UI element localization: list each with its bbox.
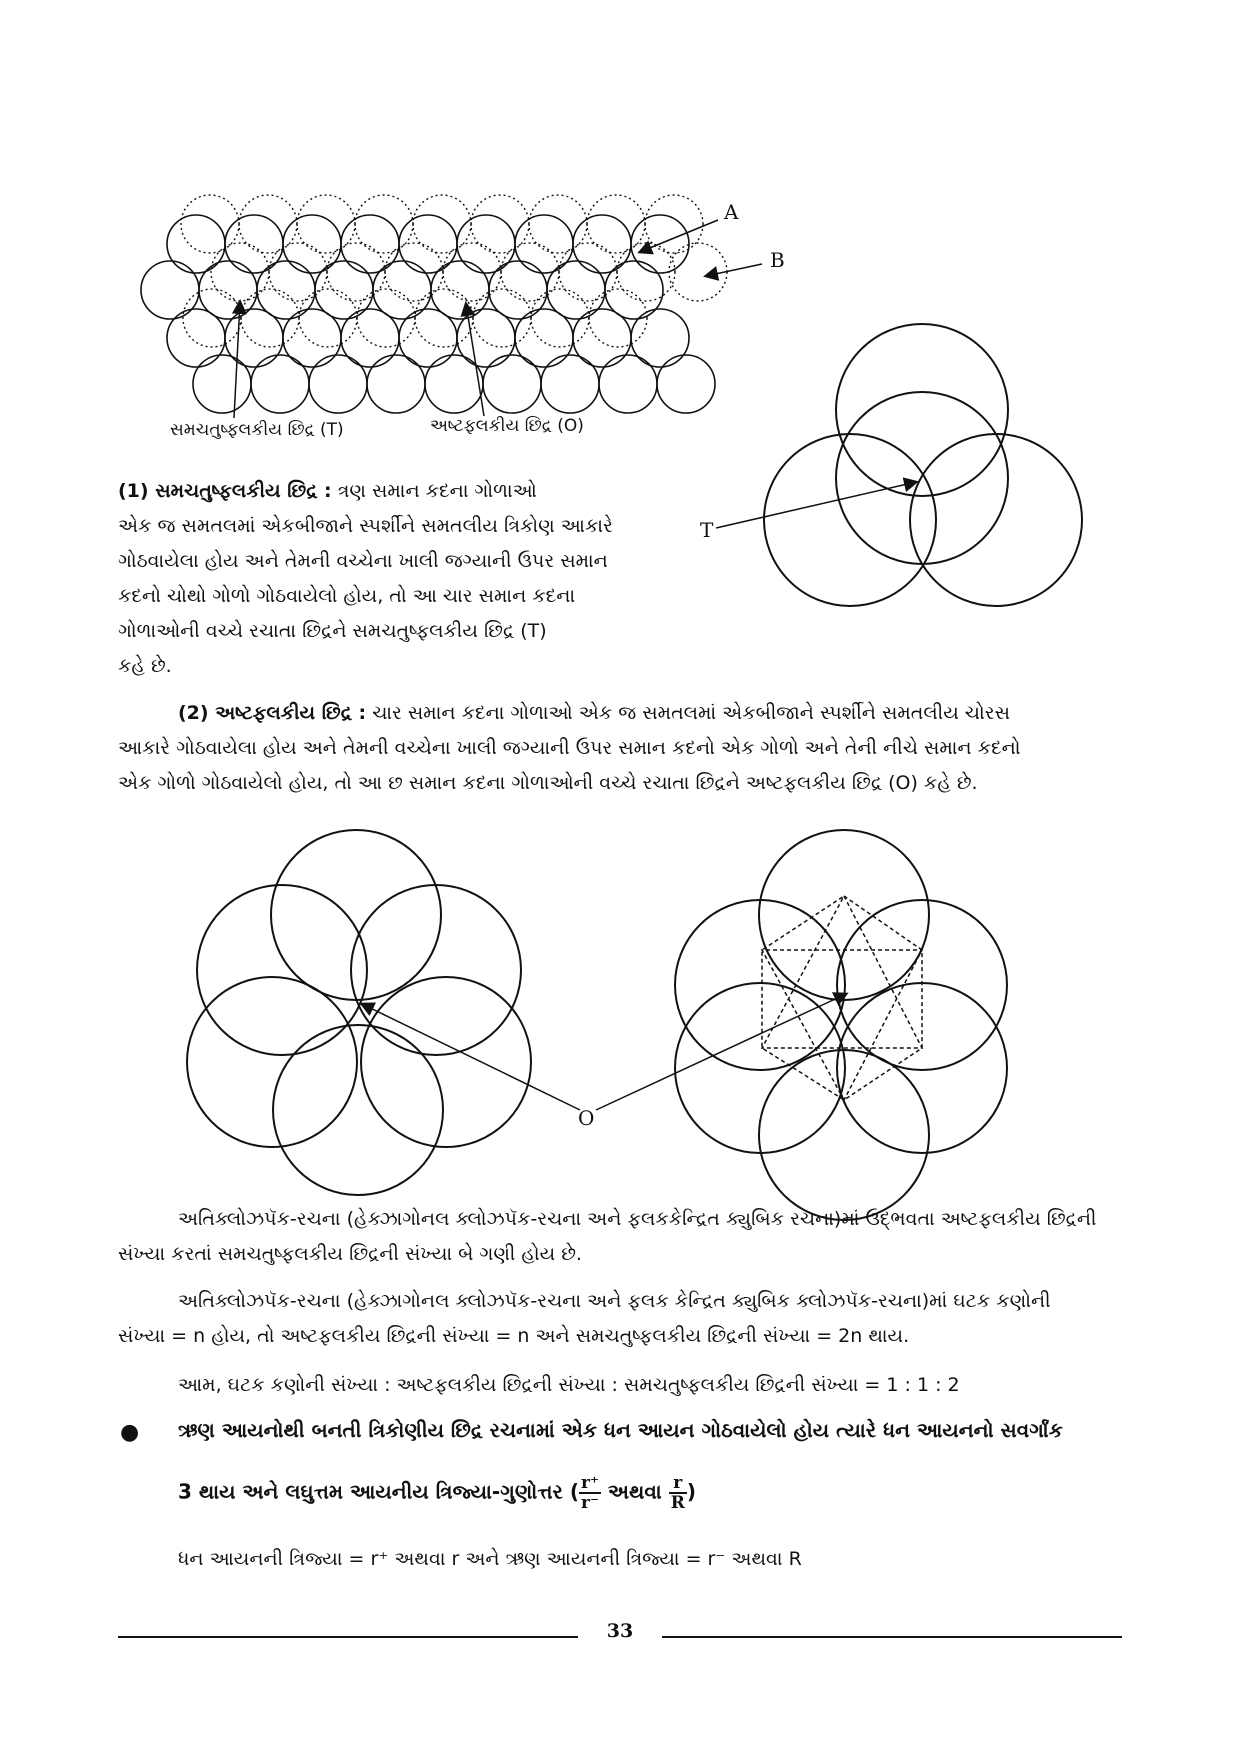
bullet-line2-prefix: 3 થાય અને લઘુત્તમ આયનીય ત્રિજ્યા-ગુણોત્તર ( <box>178 1479 579 1504</box>
label-O: O <box>578 1106 595 1130</box>
footer-rule-left <box>118 1636 578 1638</box>
section1-line-2: ગોઠવાયેલા હોય અને તેમની વચ્ચેના ખાલી જગ્યાની ઉપર સમાન <box>118 550 608 572</box>
bullet-line-2 <box>178 1474 1138 1512</box>
caption-octahedral-void: અષ્ટફલકીય છિદ્ર (O) <box>430 416 584 436</box>
paragraph-ratio-summary: આમ, ઘટક કણોની સંખ્યા : અષ્ટફલકીય છિદ્રની સંખ્યા : સમચતુષ્ફલકીય છિદ્રની સંખ્યા = 1 : 1 : 2 <box>178 1374 960 1396</box>
ratio-fraction-2 <box>669 1474 687 1512</box>
frac2-num: r <box>669 1474 687 1494</box>
section1-line-1: એક જ સમતલમાં એકબીજાને સ્પર્શીને સમતલીય ત્રિકોણ આકારે <box>118 515 613 537</box>
label-A: A <box>724 200 739 224</box>
paragraph-radius-notation: ધન આયનની ત્રિજ્યા = r⁺ અથવા r અને ઋણ આયનની ત્રિજ્યા = r⁻ અથવા R <box>178 1548 802 1570</box>
paragraph-void-count <box>118 1284 1138 1354</box>
caption-tetrahedral-void: સમચતુષ્ફલકીય છિદ્ર (T) <box>170 420 344 440</box>
arrow-O-right <box>596 994 846 1110</box>
label-T: T <box>700 518 714 542</box>
page-number: 33 <box>606 1620 634 1642</box>
section2-heading: (2) અષ્ટફલકીય છિદ્ર : <box>178 702 367 724</box>
octa-spheres-left <box>187 830 531 1195</box>
section1-line-0: ત્રણ સમાન કદના ગોળાઓ <box>337 480 537 502</box>
bullet-dot: ● <box>120 1420 140 1445</box>
label-B: B <box>770 248 785 272</box>
section1-heading: (1) સમચતુષ્ફલકીય છિદ્ર : <box>118 480 332 502</box>
bullet-line2-suffix: ) <box>686 1479 696 1504</box>
section1-line-4: ગોળાઓની વચ્ચે રચાતા છિદ્રને સમચતુષ્ફલકીય છિદ્ર (T) <box>118 620 547 642</box>
paragraph-void-ratio <box>118 1202 1138 1272</box>
bullet-or-word: અથવા <box>607 1479 662 1504</box>
frac2-den: R <box>670 1493 685 1513</box>
para4-line-1: સંખ્યા = n હોય, તો અષ્ટફલકીય છિદ્રની સંખ્યા = n અને સમચતુષ્ફલકીય છિદ્રની સંખ્યા = 2n થાય. <box>118 1325 910 1347</box>
section2-line-1: આકારે ગોઠવાયેલા હોય અને તેમની વચ્ચેના ખાલી જગ્યાની ઉપર સમાન કદનો એક ગોળો અને તેની નીચે સમાન કદનો <box>118 737 1021 759</box>
section2-line-0: ચાર સમાન કદના ગોળાઓ એક જ સમતલમાં એકબીજાને સ્પર્શીને સમતલીય ચોરસ <box>372 702 1010 724</box>
frac1-num: r⁺ <box>581 1473 599 1493</box>
frac1-den: r⁻ <box>581 1493 599 1513</box>
para4-line-0: અતિક્લોઝપૅક-રચના (હેક્ઝાગોનલ ક્લોઝપૅક-રચના અને ફલક કેન્દ્રિત ક્યુબિક ક્લોઝપૅક-રચના)માં ઘટક કણોની <box>178 1290 1051 1312</box>
ratio-fraction-1 <box>579 1474 601 1512</box>
arrow-O-left <box>362 1004 580 1110</box>
bullet-line-1: ઋણ આયનોથી બનતી ત્રિકોણીય છિદ્ર રચનામાં એક ધન આયન ગોઠવાયેલો હોય ત્યારે ધન આયનનો સવર્ગાંક <box>178 1418 1063 1442</box>
section2-line-2: એક ગોળો ગોઠવાયેલો હોય, તો આ છ સમાન કદના ગોળાઓની વચ્ચે રચાતા છિદ્રને અષ્ટફલકીય છિદ્ર (O) કહે છે. <box>118 772 978 794</box>
section1-line-5: કહે છે. <box>118 655 172 677</box>
para3-line-0: અતિક્લોઝપૅક-રચના (હેક્ઝાગોનલ ક્લોઝપૅક-રચના અને ફલકકેન્દ્રિત ક્યુબિક રચના)માં ઉદ્ભવતા અષ્ટફલકીય છિદ્રની <box>178 1208 1097 1230</box>
section1-line-3: કદનો ચોથો ગોળો ગોઠવાયેલો હોય, તો આ ચાર સમાન કદના <box>118 585 576 607</box>
footer-rule-right <box>662 1636 1122 1638</box>
para3-line-1: સંખ્યા કરતાં સમચતુષ્ફલકીય છિદ્રની સંખ્યા બે ગણી હોય છે. <box>118 1243 582 1265</box>
octa-spheres-right <box>675 830 1007 1220</box>
